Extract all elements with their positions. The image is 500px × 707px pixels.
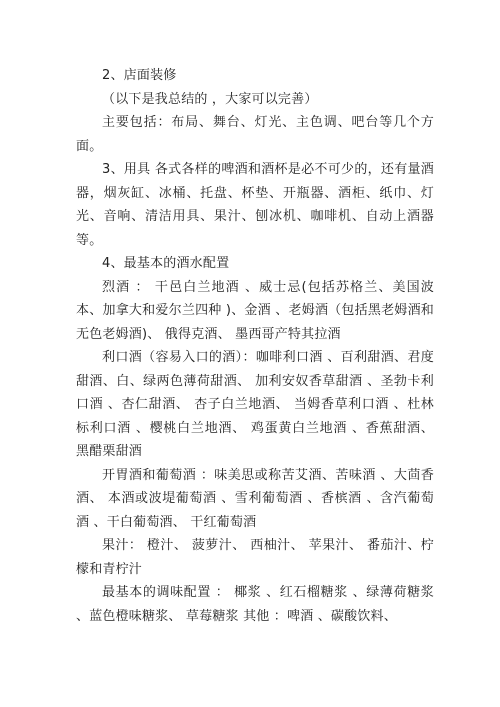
aperitif-wine-paragraph: 开胃酒和葡萄酒 ：味美思或称苦艾酒、苦味酒 、大茴香酒、 本酒或波堤葡萄酒 、雪利葡萄酒 、香槟酒 、含汽葡萄酒 、干白葡萄酒、 干红葡萄酒	[76, 467, 434, 530]
note-paragraph: （以下是我总结的 ，大家可以完善）	[102, 91, 318, 107]
liqueur-paragraph: 利口酒（容易入口的酒）：咖啡利口酒 、百利甜酒、君度甜酒、白、绿两色薄荷甜酒、 加利安奴香草甜酒 、圣勃卡利口酒 、杏仁甜酒、 杏子白兰地酒、 当姆香草利口酒 、杜林标利口酒 、樱桃白兰地酒、 鸡蛋黄白兰地酒 、香蕉甜酒、 黑醋栗甜酒	[76, 350, 434, 459]
seasoning-paragraph: 最基本的调味配置 ： 椰浆 、红石榴糖浆 、绿薄荷糖浆 、蓝色橙味糖浆、 草莓糖浆 其他 ：啤酒 、碳酸饮料、	[76, 585, 434, 624]
document-body	[76, 64, 434, 628]
section-heading-drink-config: 4、最基本的酒水配置	[102, 256, 230, 271]
decoration-items-paragraph: 主要包括：布局、舞台、灯光、主色调、吧台等几个方面。	[76, 115, 434, 154]
section-heading-store-decoration: 2、店面装修	[102, 68, 177, 83]
utensils-paragraph: 3、用具 各式各样的啤酒和酒杯是必不可少的，还有量酒器，烟灰缸、冰桶、托盘、杯垫、开瓶器、酒柜、纸巾、灯光、音响、清洁用具、果汁、刨冰机、咖啡机、自动上酒器等。	[76, 162, 434, 248]
spirits-paragraph: 烈酒 ： 干邑白兰地酒 、威士忌(包括苏格兰、美国波本、加拿大和爱尔兰四种 )、金酒 、老姆酒（包括黑老姆酒和无色老姆酒)、 俄得克酒、 墨西哥产特其拉酒	[76, 279, 434, 342]
juice-paragraph: 果汁： 橙汁、 菠萝汁、 西柚汁、 苹果汁、 番茄汁、柠檬和青柠汁	[76, 538, 434, 577]
